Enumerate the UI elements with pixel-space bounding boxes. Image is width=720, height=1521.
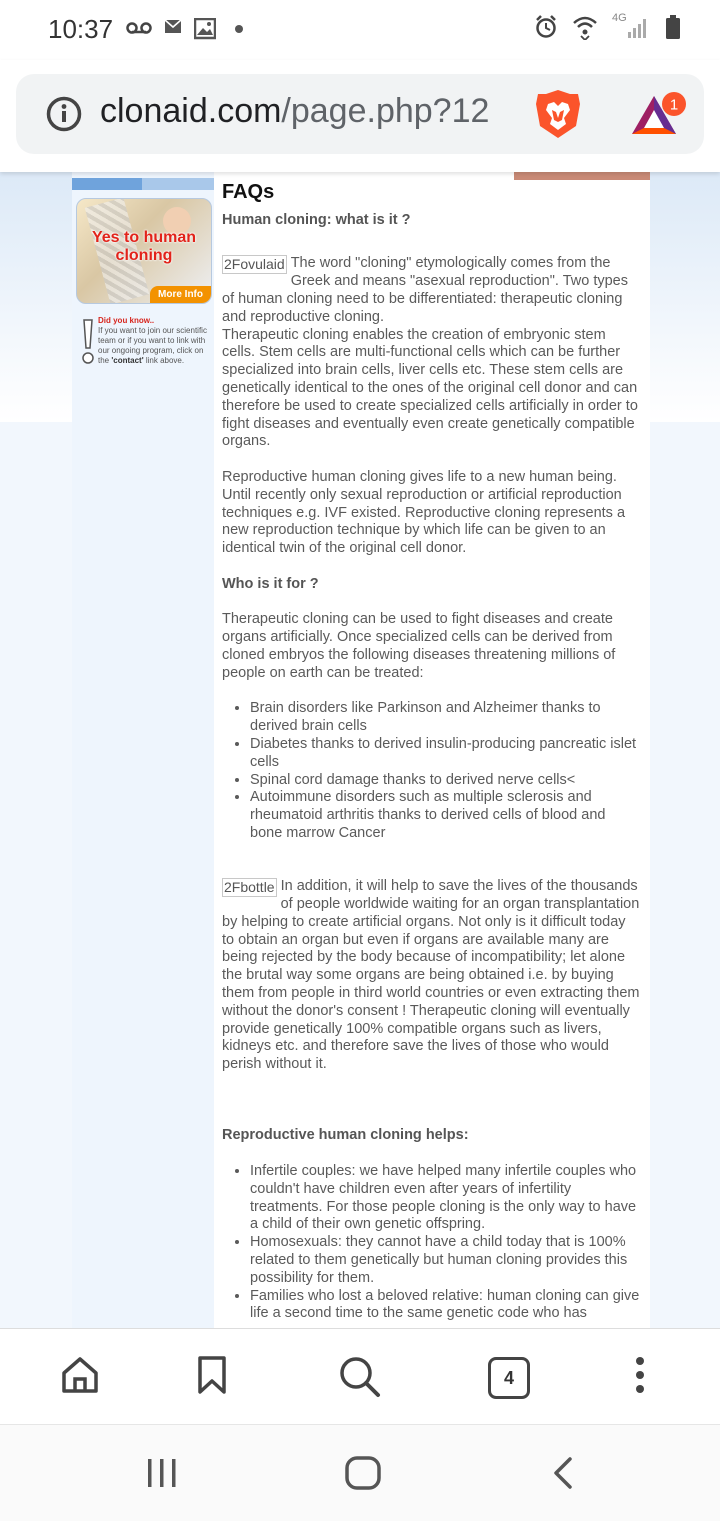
- brave-shield-icon[interactable]: [534, 88, 582, 140]
- faq-content: [222, 181, 640, 1323]
- exclamation-icon: [80, 318, 96, 366]
- header-photo: [514, 172, 650, 180]
- paragraph-diseases: Therapeutic cloning can be used to fight diseases and create organs artificially. Once specialized cells can be derived from cloned embryos the following diseases threatening millions of people on earth can be treated:: [222, 611, 616, 681]
- more-info-button[interactable]: More Info: [150, 286, 211, 303]
- system-nav-bar: [0, 1424, 720, 1521]
- bat-rewards-icon[interactable]: [628, 90, 688, 140]
- browser-toolbar: [0, 1328, 720, 1425]
- question-reproductive-helps: Reproductive human cloning helps:: [222, 1127, 469, 1144]
- promo-banner[interactable]: [76, 198, 212, 304]
- page-title: FAQs: [222, 181, 275, 203]
- dot-icon: [234, 24, 244, 34]
- did-you-know-text: [98, 326, 214, 366]
- wifi-icon: [572, 14, 598, 40]
- url-domain: clonaid.com: [100, 92, 282, 130]
- url-path: /page.php?12: [281, 92, 490, 130]
- back-icon[interactable]: [550, 1455, 578, 1491]
- status-bar: [0, 0, 720, 60]
- broken-image-ovulaid: 2Fovulaid: [224, 256, 285, 273]
- nav-strip-active: [72, 178, 142, 190]
- battery-icon: [666, 15, 680, 39]
- recent-apps-icon[interactable]: [144, 1457, 180, 1489]
- rewards-badge-count: 1: [669, 96, 679, 114]
- paragraph-organs: [222, 878, 640, 1074]
- paragraph-reproductive: Reproductive human cloning gives life to a new human being. Until recently only sexual reproduction or artificial reproduction techniques e.g. IVF existed. Reproductive cloning represents a new reproduction technique by which life can be given to an identical twin of the original cell donor.: [222, 468, 626, 557]
- broken-image-bottle: 2Fbottle: [224, 879, 275, 896]
- search-icon[interactable]: [338, 1355, 382, 1399]
- dyk-text-part2: link above.: [145, 356, 185, 365]
- did-you-know-title: Did you know..: [98, 316, 155, 325]
- alarm-icon: [534, 14, 558, 40]
- question-who-is-it-for: Who is it for ?: [222, 575, 319, 592]
- voicemail-icon: [126, 18, 152, 38]
- more-menu-icon[interactable]: [630, 1355, 650, 1395]
- list-item: • Diabetes thanks to derived insulin-producing pancreatic islet cells: [250, 736, 640, 772]
- list-item: • Infertile couples: we have helped many infertile couples who couldn't have children even after years of infertility treatments. For those people cloning is the only way to have a child of their own genetic offspring.: [250, 1163, 640, 1234]
- image-icon: [194, 18, 216, 40]
- network-label: 4G: [612, 12, 627, 24]
- url-text[interactable]: [100, 92, 489, 131]
- list-item: • Homosexuals: they cannot have a child today that is 100% related to them genetically but human cloning provides this possibility for them.: [250, 1234, 640, 1287]
- mail-icon: [164, 18, 182, 36]
- question-what-is-it: Human cloning: what is it ?: [222, 211, 411, 228]
- address-bar[interactable]: [16, 74, 704, 154]
- list-item: • Spinal cord damage thanks to derived nerve cells<: [250, 772, 640, 790]
- list-item: • Families who lost a beloved relative: human cloning can give life a second time to the same genetic code who has: [250, 1288, 640, 1324]
- paragraph-organs-text: In addition, it will help to save the lives of the thousands of people worldwide waiting for an organ transplantation by helping to create artificial organs. Not only is it difficult today to obtain an organ but even if organs are available many are being rejected by the body because of incompatibility; let alone the brutal way some organs are being obtained i.e. by buying them from people in third world countries or even extracting them without the donor's consent ! Therapeutic cloning will eventually provide genetically 100% compatible organs such as livers, kidneys etc. and therefore save the lives of those who would perish without it.: [222, 878, 640, 1073]
- helps-list: [222, 1163, 640, 1323]
- browser-header: [0, 60, 720, 172]
- disease-list: [222, 700, 640, 842]
- home-nav-icon[interactable]: [344, 1455, 382, 1491]
- promo-title: Yes to human cloning: [91, 229, 197, 264]
- list-item: • Autoimmune disorders such as multiple sclerosis and rheumatoid arthritis thanks to derived cells of blood and bone marrow Cancer: [250, 789, 640, 842]
- dyk-text-part1: If you want to join our scientific team or if you want to link with our ongoing program, click on the: [98, 326, 207, 365]
- bookmark-icon[interactable]: [196, 1355, 228, 1395]
- home-icon[interactable]: [60, 1355, 100, 1395]
- contact-link[interactable]: 'contact': [111, 356, 144, 365]
- web-content: [0, 172, 720, 1328]
- paragraph-etymology-text: The word "cloning" etymologically comes from the Greek and means "asexual reproduction". Two types of human cloning need to be differentiated: therapeutic cloning and reproductive cloning.: [222, 255, 628, 325]
- status-time: 10:37: [48, 14, 114, 44]
- status-icons-right: [534, 14, 680, 40]
- info-icon[interactable]: [46, 96, 82, 132]
- paragraph-therapeutic: Therapeutic cloning enables the creation of embryonic stem cells. Stem cells are multi-functional cells which can be further specialized into brain cells, liver cells etc. These stem cells are genetically identical to the ones of the original cell donor and can therefore be used to create specialized cells artificially in order to fight diseases and eventually even create genetically compatible organs.: [222, 326, 638, 450]
- cellular-icon: [612, 14, 652, 40]
- tabs-button[interactable]: 4: [488, 1357, 530, 1399]
- list-item: • Brain disorders like Parkinson and Alzheimer thanks to derived brain cells: [250, 700, 640, 736]
- paragraph-etymology: [222, 255, 640, 326]
